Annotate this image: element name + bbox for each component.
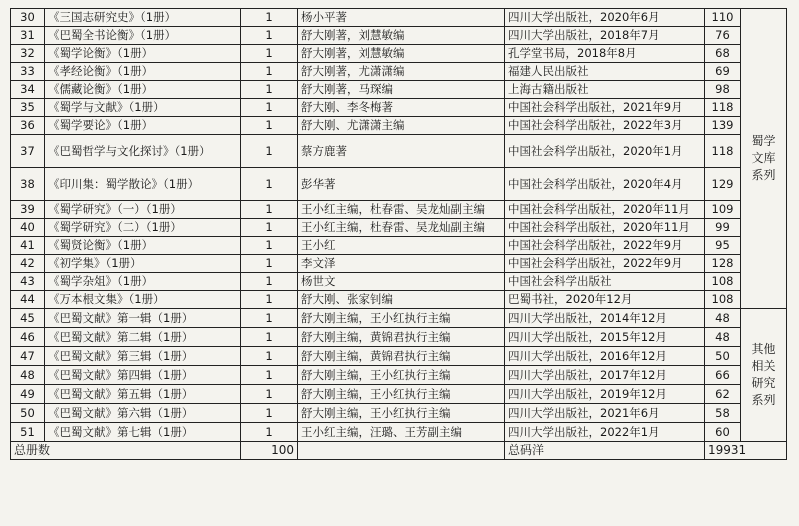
book-pages: 62 <box>705 385 741 404</box>
book-title: 《巴蜀文献》第一辑（1册） <box>45 309 241 328</box>
book-title: 《蜀学论衡》（1册） <box>45 45 241 63</box>
book-quantity: 1 <box>241 385 298 404</box>
book-publisher: 四川大学出版社，2015年12月 <box>505 328 705 347</box>
book-title: 《印川集：蜀学散论》（1册） <box>45 168 241 201</box>
book-pages: 129 <box>705 168 741 201</box>
book-title: 《蜀学研究》（二）（1册） <box>45 219 241 237</box>
book-author: 舒大刚著，刘慧敏编 <box>298 45 505 63</box>
total-price-label: 总码洋 <box>505 442 705 460</box>
book-publisher: 中国社会科学出版社，2021年9月 <box>505 99 705 117</box>
book-author: 蔡方鹿著 <box>298 135 505 168</box>
total-volumes-label: 总册数 <box>11 442 241 460</box>
book-quantity: 1 <box>241 27 298 45</box>
table-row <box>11 168 787 201</box>
book-author: 舒大刚主编，王小红执行主编 <box>298 309 505 328</box>
series-label-shuxue: 蜀学文库系列 <box>741 9 787 309</box>
book-quantity: 1 <box>241 328 298 347</box>
book-title: 《初学集》（1册） <box>45 255 241 273</box>
row-number: 40 <box>11 219 45 237</box>
book-title: 《孝经论衡》（1册） <box>45 63 241 81</box>
book-title: 《蜀贤论衡》（1册） <box>45 237 241 255</box>
book-author: 李文泽 <box>298 255 505 273</box>
book-pages: 99 <box>705 219 741 237</box>
table-row <box>11 27 787 45</box>
book-list-table <box>10 8 787 460</box>
book-author: 杨世文 <box>298 273 505 291</box>
book-author: 舒大刚主编，王小红执行主编 <box>298 404 505 423</box>
table-row <box>11 404 787 423</box>
book-publisher: 四川大学出版社，2017年12月 <box>505 366 705 385</box>
book-publisher: 四川大学出版社，2020年6月 <box>505 9 705 27</box>
book-quantity: 1 <box>241 81 298 99</box>
table-row <box>11 347 787 366</box>
book-author: 舒大刚主编，王小红执行主编 <box>298 366 505 385</box>
row-number: 47 <box>11 347 45 366</box>
book-quantity: 1 <box>241 63 298 81</box>
book-publisher: 中国社会科学出版社，2020年1月 <box>505 135 705 168</box>
book-quantity: 1 <box>241 45 298 63</box>
table-row <box>11 63 787 81</box>
book-publisher: 孔学堂书局，2018年8月 <box>505 45 705 63</box>
book-pages: 58 <box>705 404 741 423</box>
table-footer-row <box>11 442 787 460</box>
book-publisher: 中国社会科学出版社，2022年3月 <box>505 117 705 135</box>
book-pages: 60 <box>705 423 741 442</box>
book-publisher: 四川大学出版社，2018年7月 <box>505 27 705 45</box>
book-publisher: 福建人民出版社 <box>505 63 705 81</box>
book-pages: 68 <box>705 45 741 63</box>
footer-empty <box>298 442 505 460</box>
book-title: 《巴蜀文献》第二辑（1册） <box>45 328 241 347</box>
book-quantity: 1 <box>241 309 298 328</box>
row-number: 42 <box>11 255 45 273</box>
table-row <box>11 328 787 347</box>
book-publisher: 中国社会科学出版社，2020年11月 <box>505 201 705 219</box>
book-pages: 66 <box>705 366 741 385</box>
book-pages: 118 <box>705 99 741 117</box>
book-publisher: 中国社会科学出版社，2020年11月 <box>505 219 705 237</box>
book-author: 舒大刚著，刘慧敏编 <box>298 27 505 45</box>
table-row <box>11 423 787 442</box>
book-title: 《万本根文集》（1册） <box>45 291 241 309</box>
book-pages: 95 <box>705 237 741 255</box>
row-number: 31 <box>11 27 45 45</box>
row-number: 30 <box>11 9 45 27</box>
row-number: 50 <box>11 404 45 423</box>
book-quantity: 1 <box>241 273 298 291</box>
book-title: 《巴蜀全书论衡》（1册） <box>45 27 241 45</box>
book-title: 《巴蜀文献》第四辑（1册） <box>45 366 241 385</box>
book-author: 王小红 <box>298 237 505 255</box>
book-quantity: 1 <box>241 9 298 27</box>
book-author: 舒大刚、李冬梅著 <box>298 99 505 117</box>
row-number: 45 <box>11 309 45 328</box>
table-row <box>11 99 787 117</box>
book-author: 舒大刚、尤潇潇主编 <box>298 117 505 135</box>
book-pages: 128 <box>705 255 741 273</box>
table-row <box>11 237 787 255</box>
book-publisher: 中国社会科学出版社，2022年9月 <box>505 237 705 255</box>
book-title: 《蜀学与文献》（1册） <box>45 99 241 117</box>
book-title: 《巴蜀文献》第七辑（1册） <box>45 423 241 442</box>
row-number: 51 <box>11 423 45 442</box>
table-row <box>11 309 787 328</box>
book-publisher: 四川大学出版社，2016年12月 <box>505 347 705 366</box>
table-row <box>11 255 787 273</box>
book-publisher: 中国社会科学出版社，2022年9月 <box>505 255 705 273</box>
book-pages: 50 <box>705 347 741 366</box>
row-number: 41 <box>11 237 45 255</box>
book-author: 舒大刚著，马琛编 <box>298 81 505 99</box>
book-title: 《巴蜀文献》第六辑（1册） <box>45 404 241 423</box>
book-pages: 139 <box>705 117 741 135</box>
row-number: 37 <box>11 135 45 168</box>
book-author: 舒大刚、张家钊编 <box>298 291 505 309</box>
book-quantity: 1 <box>241 99 298 117</box>
book-quantity: 1 <box>241 423 298 442</box>
table-row <box>11 117 787 135</box>
book-quantity: 1 <box>241 219 298 237</box>
book-quantity: 1 <box>241 117 298 135</box>
table-row <box>11 366 787 385</box>
book-pages: 110 <box>705 9 741 27</box>
book-publisher: 上海古籍出版社 <box>505 81 705 99</box>
book-pages: 108 <box>705 273 741 291</box>
row-number: 38 <box>11 168 45 201</box>
book-author: 舒大刚主编，黄锦君执行主编 <box>298 328 505 347</box>
book-quantity: 1 <box>241 347 298 366</box>
book-quantity: 1 <box>241 291 298 309</box>
table-row <box>11 135 787 168</box>
book-author: 王小红主编，杜春雷、吴龙灿副主编 <box>298 219 505 237</box>
book-quantity: 1 <box>241 168 298 201</box>
book-pages: 69 <box>705 63 741 81</box>
table-row <box>11 385 787 404</box>
book-publisher: 四川大学出版社，2022年1月 <box>505 423 705 442</box>
book-publisher: 四川大学出版社，2021年6月 <box>505 404 705 423</box>
row-number: 32 <box>11 45 45 63</box>
row-number: 46 <box>11 328 45 347</box>
row-number: 43 <box>11 273 45 291</box>
table-row <box>11 273 787 291</box>
book-title: 《巴蜀哲学与文化探讨》（1册） <box>45 135 241 168</box>
book-publisher: 巴蜀书社，2020年12月 <box>505 291 705 309</box>
row-number: 34 <box>11 81 45 99</box>
book-pages: 48 <box>705 309 741 328</box>
book-pages: 118 <box>705 135 741 168</box>
book-title: 《三国志研究史》（1册） <box>45 9 241 27</box>
book-pages: 98 <box>705 81 741 99</box>
book-quantity: 1 <box>241 135 298 168</box>
book-publisher: 四川大学出版社，2014年12月 <box>505 309 705 328</box>
book-title: 《儒藏论衡》（1册） <box>45 81 241 99</box>
book-author: 杨小平著 <box>298 9 505 27</box>
book-author: 舒大刚著，尤潇潇编 <box>298 63 505 81</box>
book-title: 《蜀学研究》（一）（1册） <box>45 201 241 219</box>
total-price-value: 19931 <box>705 442 787 460</box>
book-pages: 109 <box>705 201 741 219</box>
row-number: 35 <box>11 99 45 117</box>
book-publisher: 四川大学出版社，2019年12月 <box>505 385 705 404</box>
book-quantity: 1 <box>241 366 298 385</box>
book-publisher: 中国社会科学出版社 <box>505 273 705 291</box>
book-pages: 48 <box>705 328 741 347</box>
book-pages: 108 <box>705 291 741 309</box>
book-author: 彭华著 <box>298 168 505 201</box>
book-quantity: 1 <box>241 201 298 219</box>
book-title: 《蜀学要论》（1册） <box>45 117 241 135</box>
book-title: 《蜀学杂俎》（1册） <box>45 273 241 291</box>
table-row <box>11 219 787 237</box>
row-number: 33 <box>11 63 45 81</box>
book-author: 王小红主编，杜春雷、吴龙灿副主编 <box>298 201 505 219</box>
row-number: 44 <box>11 291 45 309</box>
row-number: 39 <box>11 201 45 219</box>
book-author: 舒大刚主编，黄锦君执行主编 <box>298 347 505 366</box>
table-row <box>11 9 787 27</box>
row-number: 48 <box>11 366 45 385</box>
series-label-other: 其他相关研究系列 <box>741 309 787 442</box>
book-pages: 76 <box>705 27 741 45</box>
table-row <box>11 201 787 219</box>
table-row <box>11 291 787 309</box>
book-quantity: 1 <box>241 255 298 273</box>
table-row <box>11 81 787 99</box>
book-title: 《巴蜀文献》第五辑（1册） <box>45 385 241 404</box>
book-title: 《巴蜀文献》第三辑（1册） <box>45 347 241 366</box>
book-author: 舒大刚主编，王小红执行主编 <box>298 385 505 404</box>
book-author: 王小红主编，汪璐、王芳副主编 <box>298 423 505 442</box>
book-quantity: 1 <box>241 237 298 255</box>
total-volumes-value: 100 <box>241 442 298 460</box>
table-row <box>11 45 787 63</box>
row-number: 36 <box>11 117 45 135</box>
book-publisher: 中国社会科学出版社，2020年4月 <box>505 168 705 201</box>
book-quantity: 1 <box>241 404 298 423</box>
row-number: 49 <box>11 385 45 404</box>
